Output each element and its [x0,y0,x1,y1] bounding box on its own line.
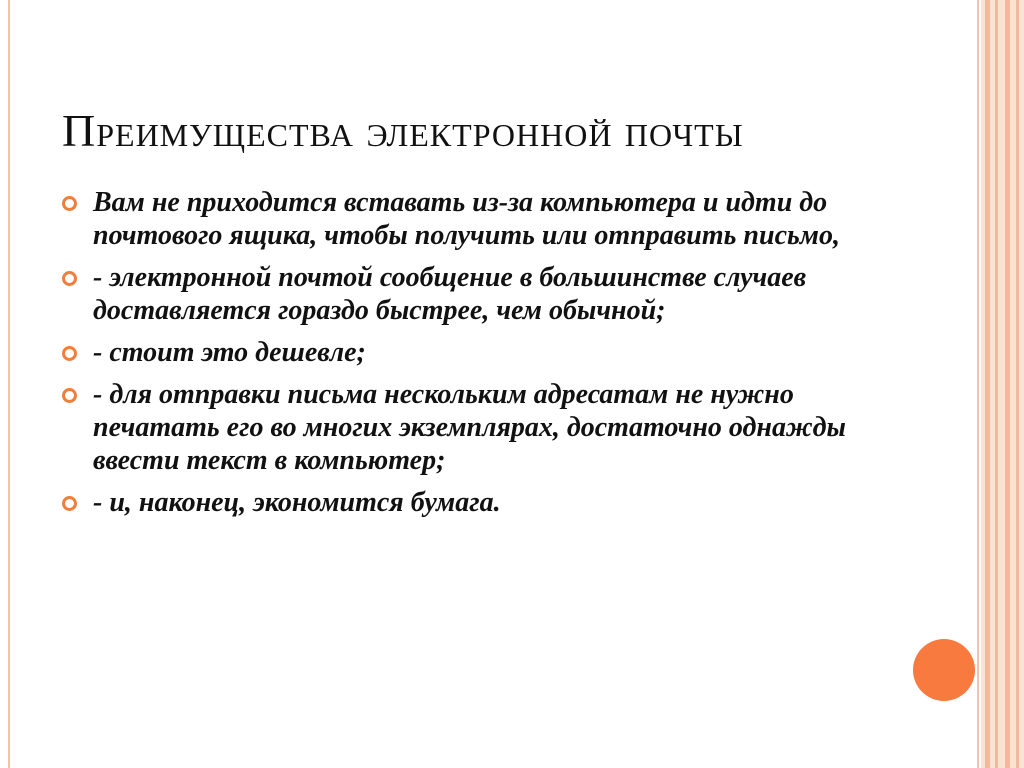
list-item [60,261,900,327]
decorative-stripe [1005,0,1010,768]
list-item-text: - электронной почтой сообщение в большинстве случаев доставляется гораздо быстрее, чем обычной; [93,262,807,326]
decorative-stripe [1016,0,1019,768]
ring-bullet-icon [62,346,77,361]
list-item [60,336,900,369]
bullet-list [60,186,900,528]
decorative-stripe [985,0,990,768]
slide-title: Преимущества электронной почты [62,105,744,156]
list-item [60,486,900,519]
decorative-circle [913,639,975,701]
ring-bullet-icon [62,271,77,286]
ring-bullet-icon [62,496,77,511]
decorative-stripe-band [981,0,1024,768]
decorative-stripe [995,0,998,768]
list-item [60,186,900,252]
list-item [60,378,900,477]
ring-bullet-icon [62,196,77,211]
list-item-text: - для отправки письма нескольким адресатам не нужно печатать его во многих экземплярах, достаточно однажды ввести текст в компьютер; [93,379,846,476]
list-item-text: - стоит это дешевле; [93,337,366,368]
list-item-text: - и, наконец, экономится бумага. [93,487,501,518]
ring-bullet-icon [62,388,77,403]
list-item-text: Вам не приходится вставать из-за компьютера и идти до почтового ящика, чтобы получить или отправить письмо, [93,187,840,251]
